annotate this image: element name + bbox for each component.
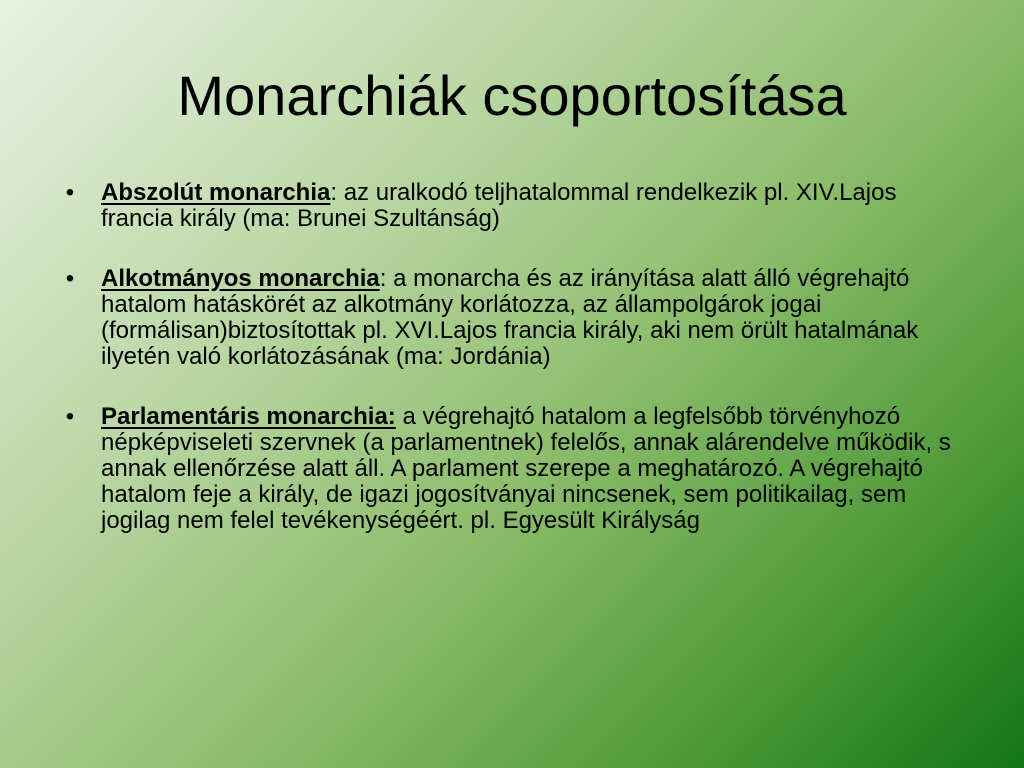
term-parliamentary-monarchy: Parlamentáris monarchia:	[101, 403, 396, 430]
term-absolute-monarchy: Abszolút monarchia	[101, 179, 331, 206]
bullet-marker: •	[65, 265, 75, 292]
slide-title: Monarchiák csoportosítása	[177, 64, 847, 127]
definition-absolute-monarchy: az uralkodó teljhatalommal rendelkezik pl. XIV.Lajos francia király (ma: Brunei Szultánság)	[101, 179, 897, 232]
definition-constitutional-monarchy: a monarcha és az irányítása alatt álló végrehajtó hatalom hatáskörét az alkotmány korlátozza, az állampolgárok jogai (formálisan)biztosítottak pl. XVI.Lajos francia király, aki nem örült hatalmának ilyetén való korlátozásának (ma: Jordánia)	[101, 265, 919, 370]
term-constitutional-monarchy: Alkotmányos monarchia	[101, 265, 380, 292]
bullet-marker: •	[65, 403, 75, 430]
bullet-item-absolute-monarchy	[60, 180, 970, 232]
bullet-marker: •	[65, 179, 75, 206]
definition-parliamentary-monarchy: a végrehajtó hatalom a legfelsőbb törvényhozó népképviseleti szervnek (a parlamentnek) felelős, annak alárendelve működik, s annak ellenőrzése alatt áll. A parlament szerepe a meghatározó. A végrehajtó hatalom feje a király, de igazi jogosítványai nincsenek, sem politikailag, sem jogilag nem felel tevékenységéért. pl. Egyesült Királyság	[101, 403, 951, 534]
term-separator: :	[379, 265, 387, 292]
term-separator: :	[330, 179, 338, 206]
bullet-item-parliamentary-monarchy	[60, 404, 970, 534]
bullet-item-constitutional-monarchy	[60, 266, 970, 370]
bullet-list	[60, 180, 970, 568]
